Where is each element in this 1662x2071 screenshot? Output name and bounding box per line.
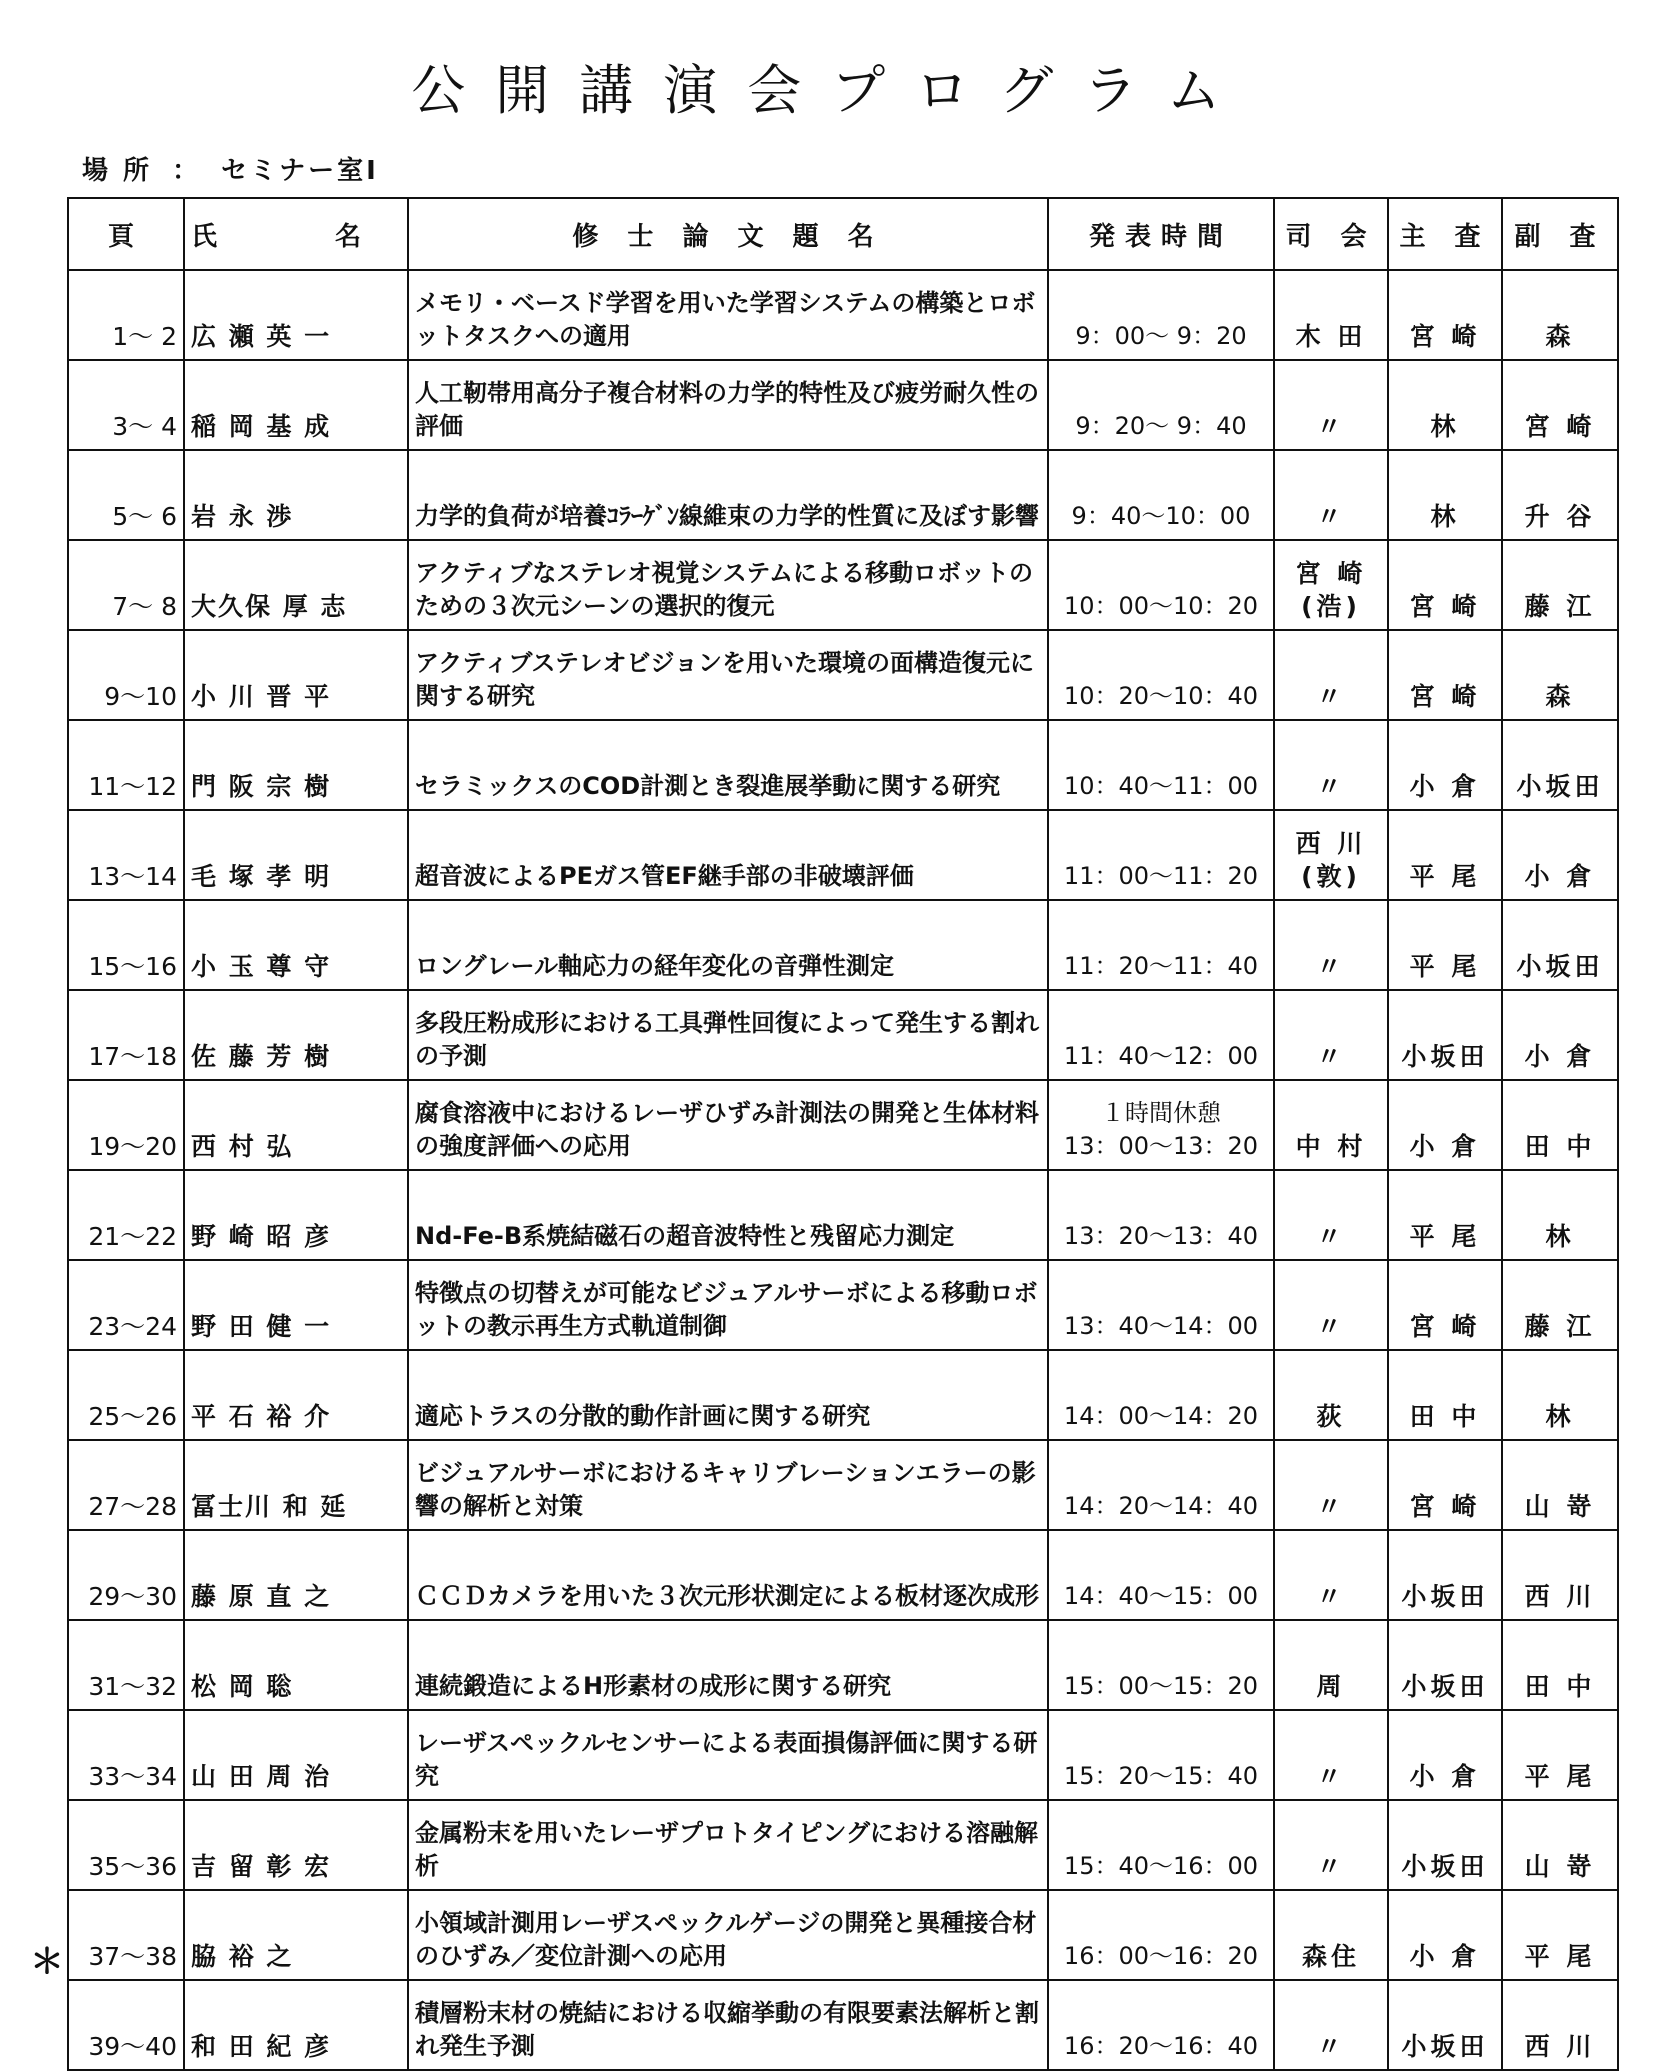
sub-examiner-cell: 小 倉 xyxy=(1502,810,1618,900)
sub-examiner-cell: 森 xyxy=(1502,630,1618,720)
sub-examiner-cell: 田 中 xyxy=(1502,1620,1618,1710)
thesis-title-cell: 腐食溶液中におけるレーザひずみ計測法の開発と生体材料の強度評価への応用 xyxy=(408,1080,1048,1170)
thesis-title-cell: レーザスペックルセンサーによる表面損傷評価に関する研究 xyxy=(408,1710,1048,1800)
table-row xyxy=(68,810,1618,900)
chair-cell: 森住 xyxy=(1274,1890,1388,1980)
page-cell: 37～38 xyxy=(68,1890,184,1980)
name-cell: 野 崎 昭 彦 xyxy=(184,1170,408,1260)
chair-cell: 木 田 xyxy=(1274,270,1388,360)
page-cell: 7～ 8 xyxy=(68,540,184,630)
name-cell: 冨士川 和 延 xyxy=(184,1440,408,1530)
sub-examiner-cell: 森 xyxy=(1502,270,1618,360)
venue-separator: ： xyxy=(172,156,202,186)
table-row xyxy=(68,1530,1618,1620)
thesis-title-cell: 金属粉末を用いたレーザプロトタイピングにおける溶融解析 xyxy=(408,1800,1048,1890)
main-examiner-cell: 林 xyxy=(1388,360,1502,450)
main-examiner-cell: 小 倉 xyxy=(1388,1710,1502,1800)
table-row xyxy=(68,1080,1618,1170)
main-examiner-cell: 田 中 xyxy=(1388,1350,1502,1440)
table-row xyxy=(68,1170,1618,1260)
table-row xyxy=(68,540,1618,630)
chair-cell: 荻 xyxy=(1274,1350,1388,1440)
sub-examiner-cell: 藤 江 xyxy=(1502,540,1618,630)
thesis-title-cell: ビジュアルサーボにおけるキャリブレーションエラーの影響の解析と対策 xyxy=(408,1440,1048,1530)
name-cell: 稲 岡 基 成 xyxy=(184,360,408,450)
page-cell: 9～10 xyxy=(68,630,184,720)
table-row xyxy=(68,1710,1618,1800)
time-cell: 15：20～15：40 xyxy=(1048,1710,1274,1800)
main-examiner-cell: 平 尾 xyxy=(1388,1170,1502,1260)
thesis-title-cell: 特徴点の切替えが可能なビジュアルサーボによる移動ロボットの教示再生方式軌道制御 xyxy=(408,1260,1048,1350)
thesis-title-cell: セラミックスのCOD計測とき裂進展挙動に関する研究 xyxy=(408,720,1048,810)
name-cell: 西 村 弘 xyxy=(184,1080,408,1170)
table-row xyxy=(68,1620,1618,1710)
name-cell: 佐 藤 芳 樹 xyxy=(184,990,408,1080)
sub-examiner-cell: 藤 江 xyxy=(1502,1260,1618,1350)
venue-value: セミナー室Ⅰ xyxy=(221,156,379,186)
table-row xyxy=(68,630,1618,720)
name-cell: 毛 塚 孝 明 xyxy=(184,810,408,900)
name-cell: 吉 留 彰 宏 xyxy=(184,1800,408,1890)
table-row xyxy=(68,1350,1618,1440)
page-title: 公開講演会プログラム xyxy=(411,59,1251,122)
name-cell: 藤 原 直 之 xyxy=(184,1530,408,1620)
main-examiner-cell: 小 倉 xyxy=(1388,1080,1502,1170)
thesis-title-cell: Nd-Fe-B系焼結磁石の超音波特性と残留応力測定 xyxy=(408,1170,1048,1260)
header-chair: 司 会 xyxy=(1274,198,1388,270)
sub-examiner-cell: 田 中 xyxy=(1502,1080,1618,1170)
sub-examiner-cell: 林 xyxy=(1502,1170,1618,1260)
page-cell: 19～20 xyxy=(68,1080,184,1170)
chair-cell: 宮 崎 (浩) xyxy=(1274,540,1388,630)
table-row xyxy=(68,1980,1618,2070)
thesis-title-cell: アクティブなステレオ視覚システムによる移動ロボットのための３次元シーンの選択的復元 xyxy=(408,540,1048,630)
time-cell: 13：40～14：00 xyxy=(1048,1260,1274,1350)
chair-cell: 〃 xyxy=(1274,450,1388,540)
name-cell: 門 阪 宗 樹 xyxy=(184,720,408,810)
name-cell: 小 川 晋 平 xyxy=(184,630,408,720)
chair-cell: 〃 xyxy=(1274,1980,1388,2070)
sub-examiner-cell: 小坂田 xyxy=(1502,720,1618,810)
table-row xyxy=(68,450,1618,540)
name-cell: 岩 永 渉 xyxy=(184,450,408,540)
time-cell: 9：20～ 9：40 xyxy=(1048,360,1274,450)
time-cell: １時間休憩 13：00～13：20 xyxy=(1048,1080,1274,1170)
chair-cell: 中 村 xyxy=(1274,1080,1388,1170)
chair-cell: 〃 xyxy=(1274,900,1388,990)
page-cell: 39～40 xyxy=(68,1980,184,2070)
header-name: 氏 名 xyxy=(184,198,408,270)
name-cell: 大久保 厚 志 xyxy=(184,540,408,630)
chair-cell: 〃 xyxy=(1274,990,1388,1080)
time-cell: 10：40～11：00 xyxy=(1048,720,1274,810)
sub-examiner-cell: 山 嵜 xyxy=(1502,1440,1618,1530)
main-examiner-cell: 小坂田 xyxy=(1388,990,1502,1080)
page-cell: 23～24 xyxy=(68,1260,184,1350)
thesis-title-cell: 小領域計測用レーザスペックルゲージの開発と異種接合材のひずみ／変位計測への応用 xyxy=(408,1890,1048,1980)
time-cell: 9：40～10：00 xyxy=(1048,450,1274,540)
table-row xyxy=(68,360,1618,450)
time-cell: 11：40～12：00 xyxy=(1048,990,1274,1080)
table-row xyxy=(68,990,1618,1080)
sub-examiner-cell: 西 川 xyxy=(1502,1980,1618,2070)
thesis-title-cell: メモリ・ベースド学習を用いた学習システムの構築とロボットタスクへの適用 xyxy=(408,270,1048,360)
page-cell: 29～30 xyxy=(68,1530,184,1620)
name-cell: 平 石 裕 介 xyxy=(184,1350,408,1440)
header-page: 頁 xyxy=(68,198,184,270)
table-header-row xyxy=(68,198,1618,270)
chair-cell: 〃 xyxy=(1274,630,1388,720)
main-examiner-cell: 小坂田 xyxy=(1388,1530,1502,1620)
sub-examiner-cell: 升 谷 xyxy=(1502,450,1618,540)
page-cell: 31～32 xyxy=(68,1620,184,1710)
time-cell: 10：00～10：20 xyxy=(1048,540,1274,630)
time-cell: 15：00～15：20 xyxy=(1048,1620,1274,1710)
program-table xyxy=(67,197,1619,2071)
main-examiner-cell: 平 尾 xyxy=(1388,810,1502,900)
chair-cell: 〃 xyxy=(1274,1800,1388,1890)
main-examiner-cell: 小坂田 xyxy=(1388,1620,1502,1710)
table-row xyxy=(68,720,1618,810)
table-row xyxy=(68,1440,1618,1530)
page-cell: 17～18 xyxy=(68,990,184,1080)
table-row xyxy=(68,1800,1618,1890)
page-cell: 21～22 xyxy=(68,1170,184,1260)
main-examiner-cell: 小坂田 xyxy=(1388,1980,1502,2070)
main-examiner-cell: 林 xyxy=(1388,450,1502,540)
thesis-title-cell: 連続鍛造によるH形素材の成形に関する研究 xyxy=(408,1620,1048,1710)
main-examiner-cell: 宮 崎 xyxy=(1388,1440,1502,1530)
chair-cell: 〃 xyxy=(1274,1710,1388,1800)
thesis-title-cell: 多段圧粉成形における工具弾性回復によって発生する割れの予測 xyxy=(408,990,1048,1080)
thesis-title-cell: 適応トラスの分散的動作計画に関する研究 xyxy=(408,1350,1048,1440)
sub-examiner-cell: 宮 崎 xyxy=(1502,360,1618,450)
sub-examiner-cell: 小 倉 xyxy=(1502,990,1618,1080)
main-examiner-cell: 宮 崎 xyxy=(1388,540,1502,630)
page-cell: 5～ 6 xyxy=(68,450,184,540)
time-cell: 10：20～10：40 xyxy=(1048,630,1274,720)
main-examiner-cell: 小坂田 xyxy=(1388,1800,1502,1890)
page-cell: 35～36 xyxy=(68,1800,184,1890)
chair-cell: 〃 xyxy=(1274,720,1388,810)
thesis-title-cell: 積層粉末材の焼結における収縮挙動の有限要素法解析と割れ発生予測 xyxy=(408,1980,1048,2070)
main-examiner-cell: 小 倉 xyxy=(1388,1890,1502,1980)
time-cell: 14：20～14：40 xyxy=(1048,1440,1274,1530)
chair-cell: 周 xyxy=(1274,1620,1388,1710)
chair-cell: 〃 xyxy=(1274,360,1388,450)
name-cell: 脇 裕 之 xyxy=(184,1890,408,1980)
thesis-title-cell: 人工靭帯用高分子複合材料の力学的特性及び疲労耐久性の評価 xyxy=(408,360,1048,450)
row-mark: ＊ xyxy=(30,1942,64,1982)
time-cell: 15：40～16：00 xyxy=(1048,1800,1274,1890)
time-cell: 14：00～14：20 xyxy=(1048,1350,1274,1440)
main-examiner-cell: 宮 崎 xyxy=(1388,630,1502,720)
time-cell: 16：20～16：40 xyxy=(1048,1980,1274,2070)
sub-examiner-cell: 林 xyxy=(1502,1350,1618,1440)
sub-examiner-cell: 平 尾 xyxy=(1502,1710,1618,1800)
venue-label: 場 所 xyxy=(82,156,153,186)
table-row xyxy=(68,1890,1618,1980)
table-row xyxy=(68,900,1618,990)
page-cell: 25～26 xyxy=(68,1350,184,1440)
header-thesis: 修 士 論 文 題 名 xyxy=(408,198,1048,270)
table-row xyxy=(68,270,1618,360)
sub-examiner-cell: 小坂田 xyxy=(1502,900,1618,990)
main-examiner-cell: 小 倉 xyxy=(1388,720,1502,810)
table-row xyxy=(68,1260,1618,1350)
page-cell: 1～ 2 xyxy=(68,270,184,360)
time-cell: 9：00～ 9：20 xyxy=(1048,270,1274,360)
name-cell: 松 岡 聡 xyxy=(184,1620,408,1710)
chair-cell: 〃 xyxy=(1274,1530,1388,1620)
name-cell: 小 玉 尊 守 xyxy=(184,900,408,990)
page-cell: 13～14 xyxy=(68,810,184,900)
thesis-title-cell: ＣＣＤカメラを用いた３次元形状測定による板材逐次成形 xyxy=(408,1530,1048,1620)
thesis-title-cell: 超音波によるPEガス管EF継手部の非破壊評価 xyxy=(408,810,1048,900)
thesis-title-cell: アクティブステレオビジョンを用いた環境の面構造復元に関する研究 xyxy=(408,630,1048,720)
main-examiner-cell: 宮 崎 xyxy=(1388,1260,1502,1350)
time-cell: 11：20～11：40 xyxy=(1048,900,1274,990)
time-cell: 16：00～16：20 xyxy=(1048,1890,1274,1980)
sub-examiner-cell: 平 尾 xyxy=(1502,1890,1618,1980)
header-main-examiner: 主 査 xyxy=(1388,198,1502,270)
program-rows xyxy=(68,270,1618,2070)
thesis-title-cell: 力学的負荷が培養ｺﾗｰｹﾞﾝ線維束の力学的性質に及ぼす影響 xyxy=(408,450,1048,540)
time-cell: 14：40～15：00 xyxy=(1048,1530,1274,1620)
chair-cell: 西 川 (敦) xyxy=(1274,810,1388,900)
chair-cell: 〃 xyxy=(1274,1170,1388,1260)
sub-examiner-cell: 山 嵜 xyxy=(1502,1800,1618,1890)
time-cell: 11：00～11：20 xyxy=(1048,810,1274,900)
page-cell: 15～16 xyxy=(68,900,184,990)
main-examiner-cell: 平 尾 xyxy=(1388,900,1502,990)
page-cell: 11～12 xyxy=(68,720,184,810)
name-cell: 野 田 健 一 xyxy=(184,1260,408,1350)
chair-cell: 〃 xyxy=(1274,1260,1388,1350)
main-examiner-cell: 宮 崎 xyxy=(1388,270,1502,360)
name-cell: 広 瀬 英 一 xyxy=(184,270,408,360)
header-time: 発表時間 xyxy=(1048,198,1274,270)
thesis-title-cell: ロングレール軸応力の経年変化の音弾性測定 xyxy=(408,900,1048,990)
page-cell: 33～34 xyxy=(68,1710,184,1800)
name-cell: 和 田 紀 彦 xyxy=(184,1980,408,2070)
name-cell: 山 田 周 治 xyxy=(184,1710,408,1800)
sub-examiner-cell: 西 川 xyxy=(1502,1530,1618,1620)
page-cell: 27～28 xyxy=(68,1440,184,1530)
page-cell: 3～ 4 xyxy=(68,360,184,450)
venue-line xyxy=(82,150,379,187)
time-cell: 13：20～13：40 xyxy=(1048,1170,1274,1260)
chair-cell: 〃 xyxy=(1274,1440,1388,1530)
header-sub-examiner: 副 査 xyxy=(1502,198,1618,270)
